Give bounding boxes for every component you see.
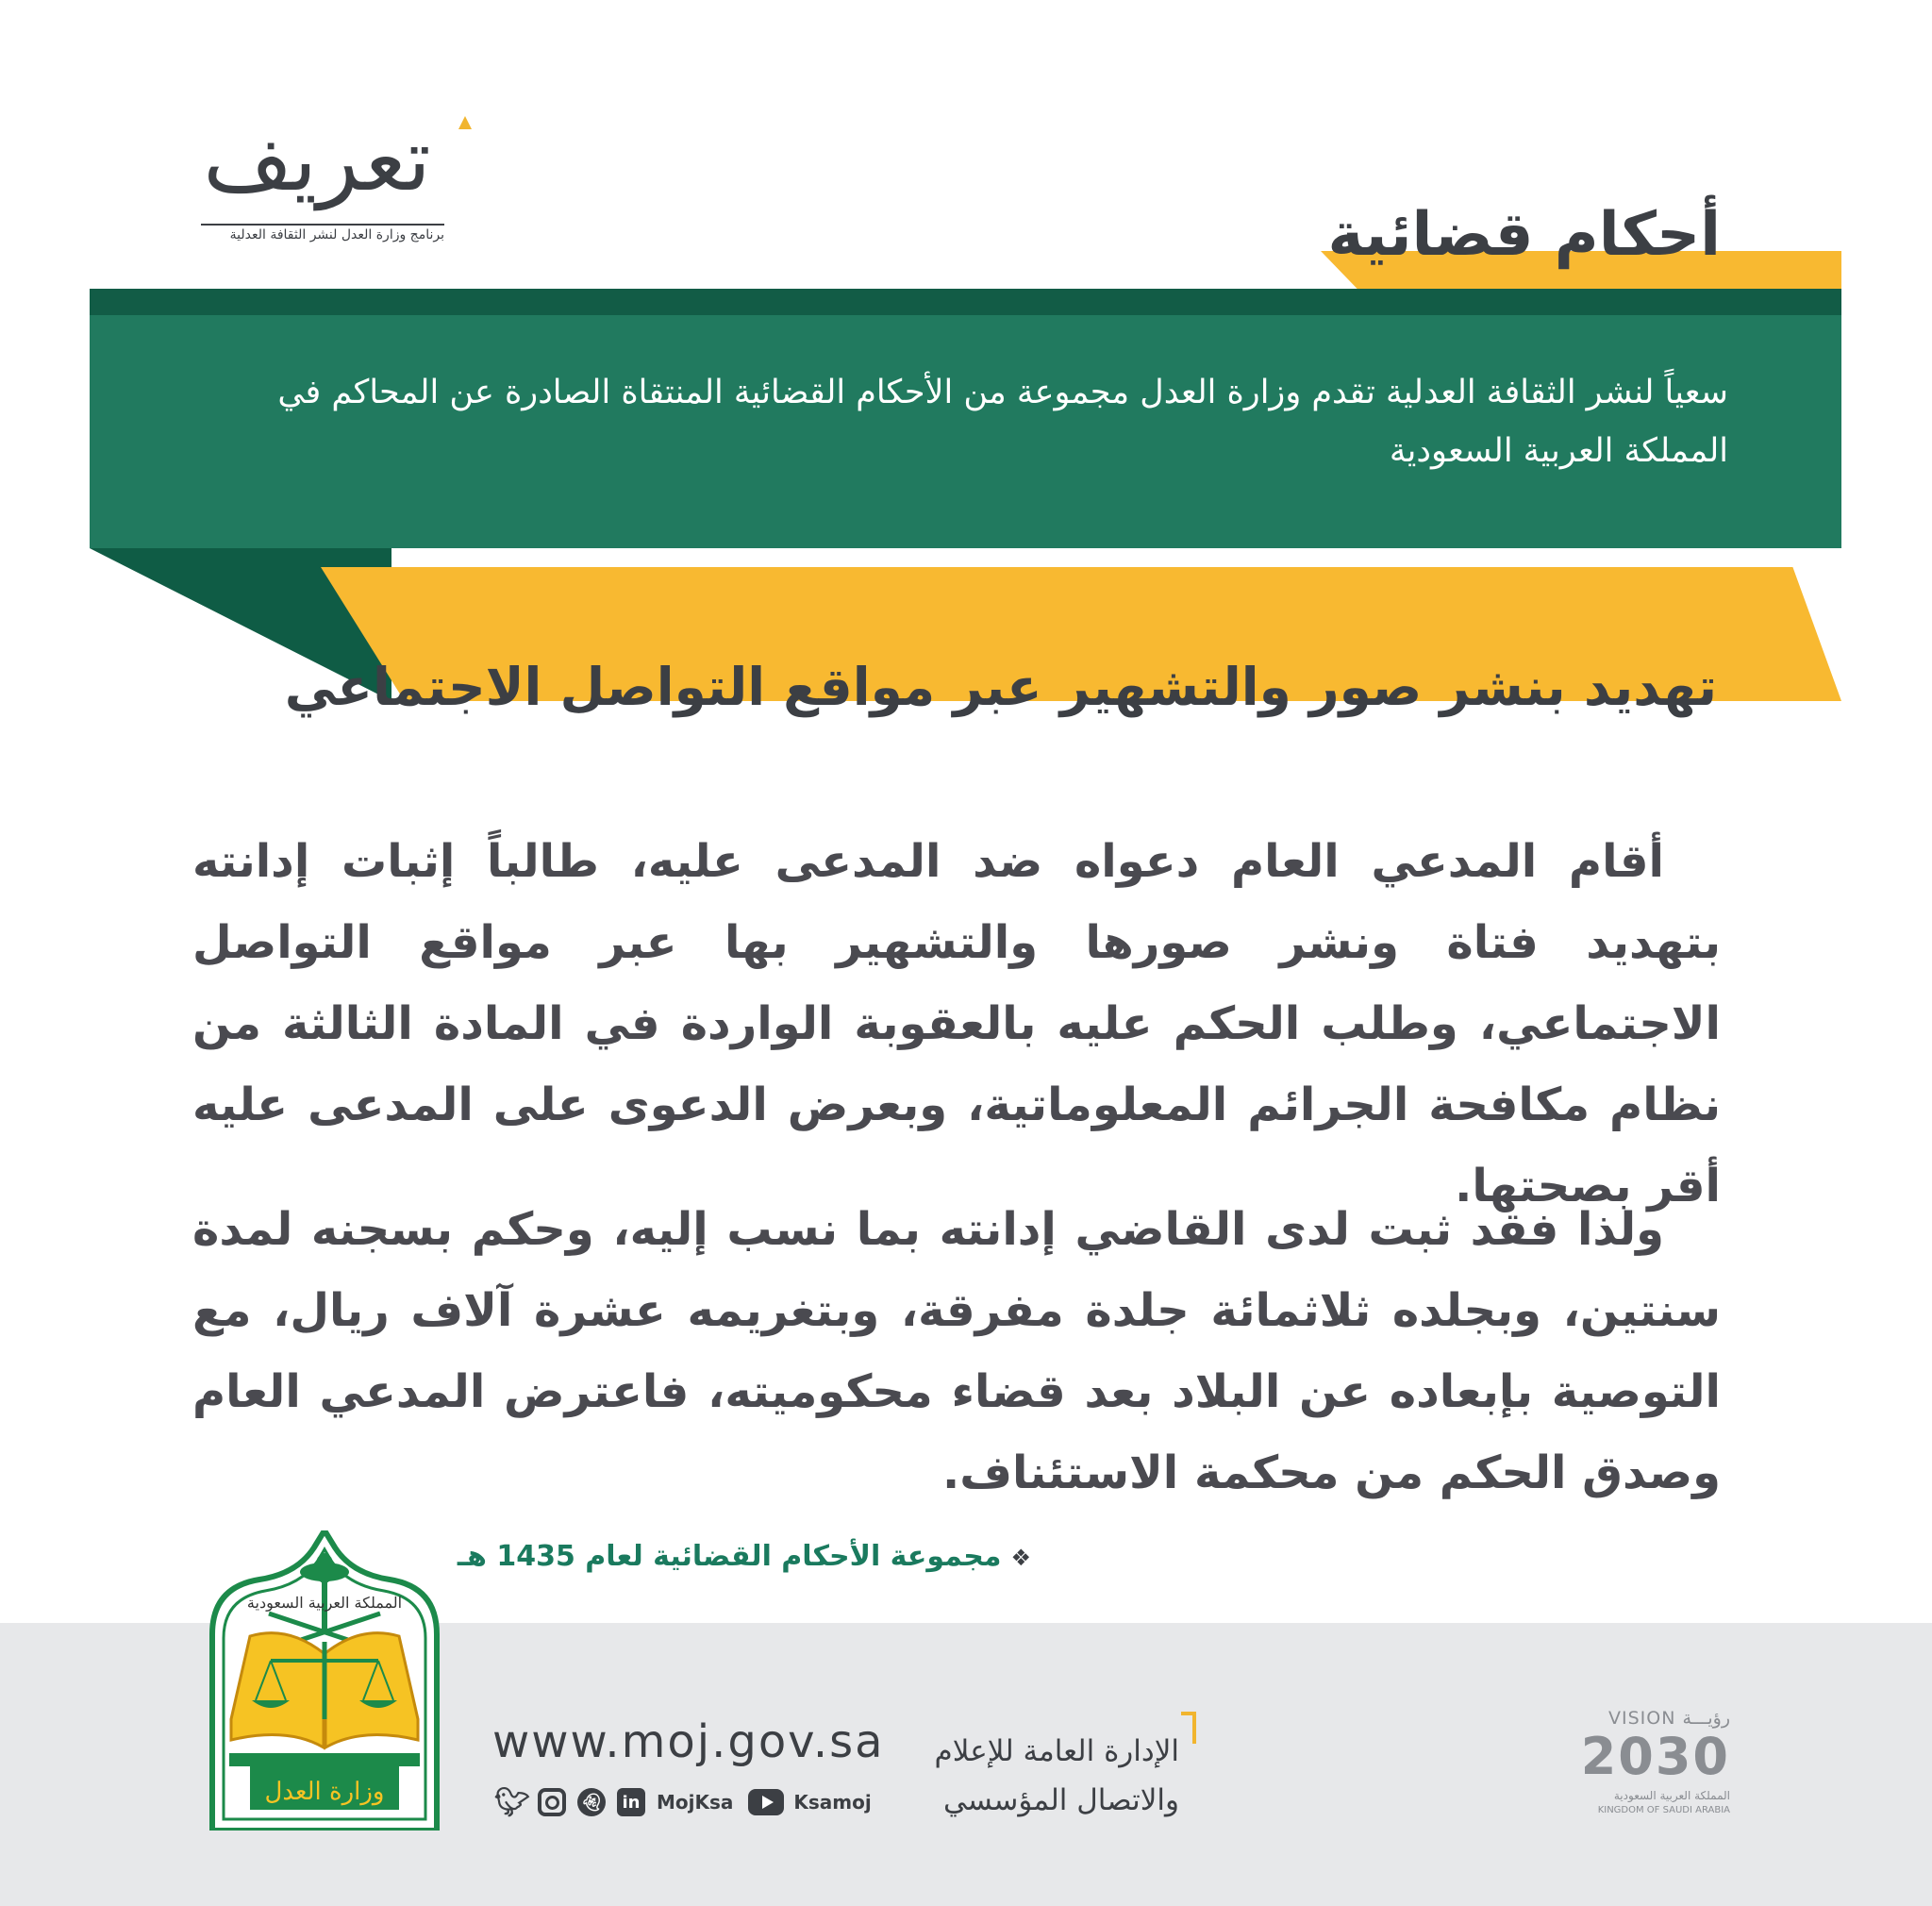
media-department [896, 1727, 1179, 1825]
case-paragraph-2 [192, 1189, 1721, 1513]
media-dept-line-2: والاتصال المؤسسي [942, 1783, 1179, 1817]
logo-rule [201, 224, 444, 226]
youtube-icon[interactable] [748, 1789, 784, 1815]
taarif-logo [193, 109, 448, 259]
twitter-icon[interactable]: 🐦︎ [493, 1785, 531, 1819]
intro-band-top-strip [90, 289, 1841, 315]
vision-label: VISION رؤيـــة [1607, 1708, 1730, 1729]
social-bar [493, 1781, 887, 1823]
website-link[interactable]: www.moj.gov.sa [492, 1715, 885, 1768]
logo-wordmark: تعريف [203, 109, 431, 210]
case-paragraph-1-text: أقام المدعي العام دعواه ضد المدعى عليه، طالباً إثبات إدانته بتهديد فتاة ونشر صورها والتشهير بها عبر مواقع التواصل الاجتماعي، وطلب الحكم عليه بالعقوبة الواردة في المادة الثالثة من نظام مكافحة الجرائم المعلوماتية، وبعرض الدعوى على المدعى عليه أقر بصحتها. [192, 835, 1721, 1212]
case-paragraph-1 [192, 821, 1721, 1227]
intro-text: سعياً لنشر الثقافة العدلية تقدم وزارة العدل مجموعة من الأحكام القضائية المنتقاة الصادرة عن المحاكم في المملكة العربية السعودية [277, 374, 1728, 470]
source-note [458, 1540, 1031, 1573]
snapchat-icon[interactable]: 👻︎ [577, 1788, 606, 1816]
social-handle-1[interactable]: MojKsa [657, 1791, 734, 1814]
emblem-ministry-text: وزارة العدل [264, 1778, 385, 1806]
linkedin-icon[interactable]: in [617, 1788, 645, 1816]
vision-year: 2030 [1580, 1727, 1730, 1786]
bullet-icon: ❖ [1010, 1545, 1031, 1571]
logo-dot-icon [458, 116, 472, 129]
case-title: تهديد بنشر صور والتشهير عبر مواقع التواصل الاجتماعي [284, 657, 1717, 717]
ministry-emblem-icon [203, 1530, 446, 1831]
social-handle-2[interactable]: Ksamoj [793, 1791, 872, 1814]
vision-kingdom-en: KINGDOM OF SAUDI ARABIA [1597, 1805, 1730, 1815]
source-text: مجموعة الأحكام القضائية لعام 1435 هـ [457, 1540, 1002, 1573]
instagram-icon[interactable] [538, 1788, 566, 1816]
vision-kingdom-ar: المملكة العربية السعودية [1613, 1789, 1730, 1802]
vision-2030-logo [1574, 1708, 1730, 1821]
emblem-kingdom-text: المملكة العربية السعودية [246, 1594, 403, 1612]
logo-tagline: برنامج وزارة العدل لنشر الثقافة العدلية [229, 227, 444, 242]
media-dept-line-1: الإدارة العامة للإعلام [934, 1734, 1179, 1768]
media-dept-bracket [1181, 1712, 1196, 1744]
case-paragraph-2-text: ولذا فقد ثبت لدى القاضي إدانته بما نسب إليه، وحكم بسجنه لمدة سنتين، وبجلده ثلاثمائة جلدة مفرقة، وبتغريمه عشرة آلاف ريال، مع التوصية بإبعاده عن البلاد بعد قضاء محكوميته، فاعترض المدعي العام وصدق الحكم من محكمة الاستئناف. [192, 1203, 1721, 1499]
page-title: أحكام قضائية [1327, 200, 1721, 270]
